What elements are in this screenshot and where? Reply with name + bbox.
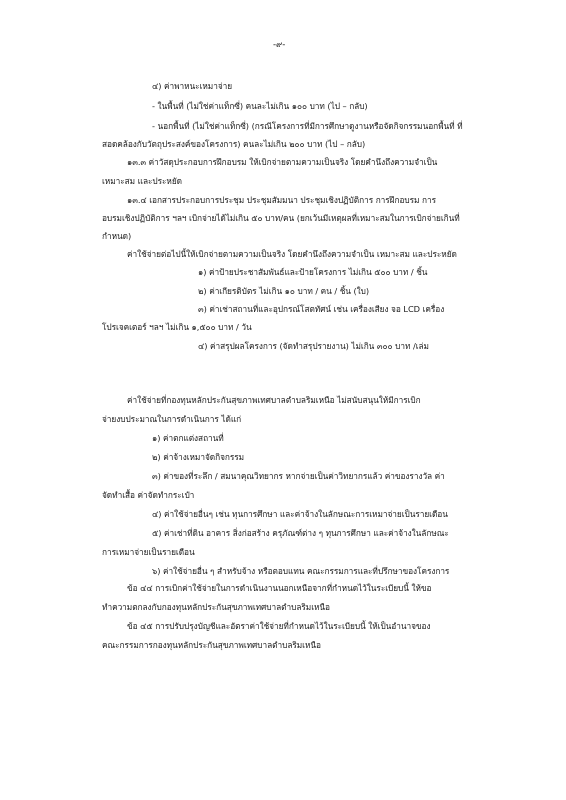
text-line: การเหมาจ่ายเป็นรายเดือน — [102, 547, 195, 557]
text-line: จ่ายงบประมาณในการดำเนินการ ได้แก่ — [102, 414, 242, 424]
text-line: ค่าใช้จ่ายที่กองทุนหลักประกันสุขภาพเทศบาลตำบลริมเหนือ ไม่สนับสนุนให้มีการเบิก — [127, 395, 421, 405]
text-line: - ในพื้นที่ (ไม่ใช่ค่าแท็กซี่) คนละไม่เกิน ๑๐๐ บาท (ไป – กลับ) — [152, 101, 368, 111]
text-line: คณะกรรมการกองทุนหลักประกันสุขภาพเทศบาลตำบลริมเหนือ — [102, 640, 321, 650]
text-line: ๒) ค่าจ้างเหมาจัดกิจกรรม — [152, 452, 245, 462]
text-line: ๑) ค่าตกแต่งสถานที่ — [152, 433, 224, 443]
text-line: ๑๓.๔ เอกสารประกอบการประชุม ประชุมสัมมนา ประชุมเชิงปฏิบัติการ การฝึกอบรม การ — [127, 195, 437, 205]
text-line: กำหนด) — [102, 231, 132, 241]
text-line: อบรมเชิงปฏิบัติการ ฯลฯ เบิกจ่ายได้ไม่เกิน ๕๐ บาท/คน (ยกเว้นมีเหตุผลที่เหมาะสมในการเบิกจ่ายเกินที่ — [102, 213, 460, 223]
text-line: - นอกพื้นที่ (ไม่ใช่ค่าแท็กซี่) (กรณีโครงการที่มีการศึกษาดูงานหรือจัดกิจกรรมนอกพื้นที่ ที่ — [152, 121, 463, 131]
text-line: ๓) ค่าของที่ระลึก / สมนาคุณวิทยากร หากจ่ายเป็นค่าวิทยากรแล้ว ค่าของรางวัล ค่า — [152, 471, 445, 481]
page-number: -๙- — [273, 40, 286, 50]
text-line: โปรเจคเตอร์ ฯลฯ ไม่เกิน ๑,๕๐๐ บาท / วัน — [102, 322, 252, 332]
text-line: ๓) ค่าเช่าสถานที่และอุปกรณ์โสตทัศน์ เช่น เครื่องเสียง จอ LCD เครื่อง — [198, 304, 445, 314]
text-line: ๖) ค่าใช้จ่ายอื่น ๆ สำหรับจ้าง หรือตอบแทน คณะกรรมการและที่ปรึกษาของโครงการ — [152, 566, 450, 576]
text-line: ข้อ ๔๕ การปรับปรุงบัญชีและอัตราค่าใช้จ่ายที่กำหนดไว้ในระเบียบนี้ ให้เป็นอำนาจของ — [127, 621, 431, 631]
text-line: ข้อ ๔๔ การเบิกค่าใช้จ่ายในการดำเนินงานนอกเหนือจากที่กำหนดไว้ในระเบียบนี้ ให้ขอ — [127, 583, 432, 593]
text-line: ๔) ค่าสรุปผลโครงการ (จัดทำสรุปรายงาน) ไม่เกิน ๓๐๐ บาท /เล่ม — [198, 341, 429, 351]
text-line: จัดทำเสื้อ ค่าจัดทำกระเป๋า — [102, 490, 195, 500]
text-line: ๑) ค่าป้ายประชาสัมพันธ์และป้ายโครงการ ไม่เกิน ๕๐๐ บาท / ชิ้น — [198, 267, 428, 277]
text-line: ๑๓.๓ ค่าวัสดุประกอบการฝึกอบรม ให้เบิกจ่ายตามความเป็นจริง โดยคำนึงถึงความจำเป็น — [127, 157, 438, 167]
text-line: ๒) ค่าเกียรติบัตร ไม่เกิน ๑๐ บาท / คน / ชิ้น (ใบ) — [198, 286, 370, 296]
text-line: เหมาะสม และประหยัด — [102, 176, 182, 186]
text-line: สอดคล้องกับวัตถุประสงค์ของโครงการ) คนละไม่เกิน ๒๐๐ บาท (ไป – กลับ) — [102, 139, 366, 149]
text-line: ๕) ค่าเช่าที่ดิน อาคาร สิ่งก่อสร้าง ครุภัณฑ์ต่าง ๆ ทุนการศึกษา และค่าจ้างในลักษณะ — [152, 528, 449, 538]
text-line: ๔) ค่าใช้จ่ายอื่นๆ เช่น ทุนการศึกษา และค่าจ้างในลักษณะการเหมาจ่ายเป็นรายเดือน — [152, 509, 448, 519]
text-line: ทำความตกลงกับกองทุนหลักประกันสุขภาพเทศบาลตำบลริมเหนือ — [102, 602, 330, 612]
text-line: ค่าใช้จ่ายต่อไปนี้ให้เบิกจ่ายตามความเป็นจริง โดยคำนึงถึงความจำเป็น เหมาะสม และประหยัด — [127, 249, 457, 259]
text-line: ๔) ค่าพาหนะเหมาจ่าย — [152, 81, 233, 91]
